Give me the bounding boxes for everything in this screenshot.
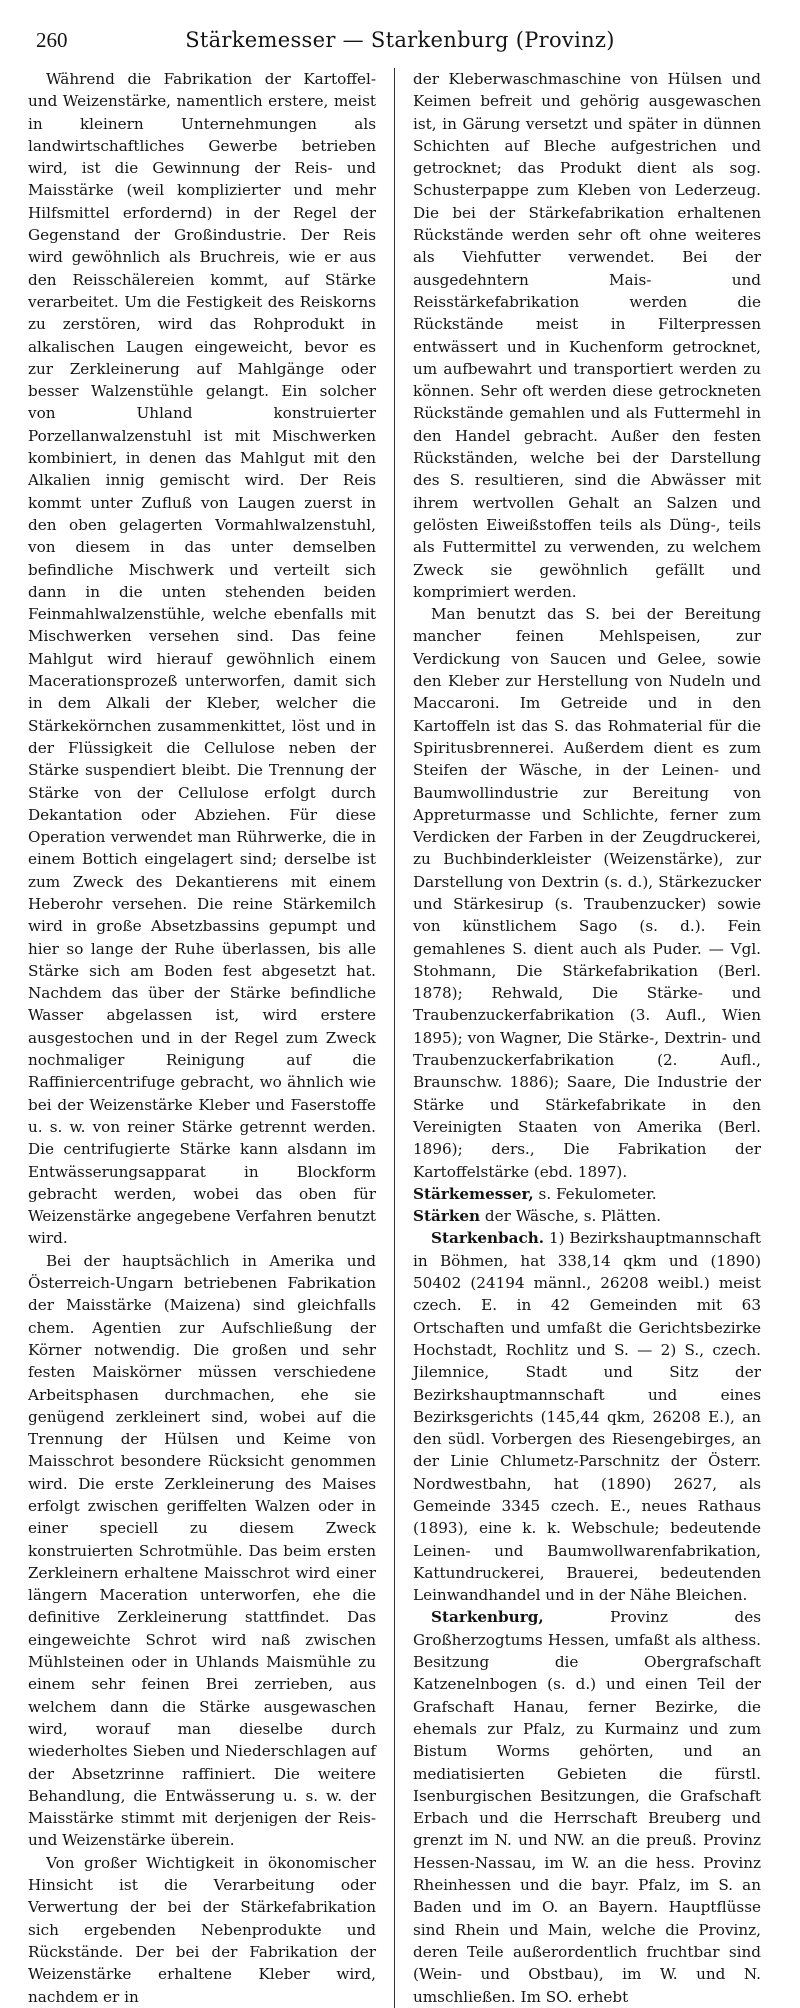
entry-starkenbach [413, 1227, 761, 1606]
entry-text: s. Fekulometer. [533, 1184, 657, 1203]
entry-term: Stärken [413, 1207, 481, 1226]
paragraph-byproducts: Von großer Wichtigkeit in ökonomischer Hinsicht ist die Verarbeitung oder Verwertung der bei der Stärkefabrikation sich ergebenden Nebenprodukte und Rückstände. Der bei der Fabrikation der Weizenstärke erhaltene Kleber wird, nachdem er in [28, 1853, 376, 2006]
entry-term: Starkenburg, [431, 1608, 544, 1627]
entry-text: 1) Bezirkshauptmannschaft in Böhmen, hat 338,14 qkm und (1890) 50402 (24194 männl., 26208 weibl.) meist czech. E. in 42 Gemeinden mit 63 Ortschaften und umfaßt die Gerichtsbezirke Hochstadt, Rochlitz und S. — 2) S., czech. Jilemnice, Stadt und Sitz der Bezirkshauptmannschaft und eines Bezirksgerichts (145,44 qkm, 26208 E.), an den südl. Vorbergen des Riesengebirges, an der Linie Chlumetz-Parschnitz der Österr. Nordwestbahn, hat (1890) 2627, als Gemeinde 3345 czech. E., neues Rathaus (1893), eine k. k. Webschule; bedeutende Leinen- und Baumwollwarenfabrikation, Kattundruckerei, Brauerei, bedeutenden Leinwandhandel und in der Nähe Bleichen. [413, 1229, 761, 1605]
page-header [28, 26, 772, 54]
paragraph-usage: Man benutzt das S. bei der Bereitung mancher feinen Mehlspeisen, zur Verdickung von Saucen und Gelee, sowie den Kleber zur Herstellung von Nudeln und Maccaroni. Im Getreide und in den Kartoffeln ist das S. das Rohmaterial für die Spiritusbrennerei. Außerdem dient es zum Steifen der Wäsche, in der Leinen- und Baumwollindustrie zur Bereitung von Appreturmasse und Schlichte, ferner zum Verdicken der Farben in der Zeugdruckerei, zu Buchbinderkleister (Weizenstärke), zur Darstellung von Dextrin (s. d.), Stärkezucker und Stärkesirup (s. Traubenzucker) sowie von künstlichem Sago (s. d.). Fein gemahlenes S. dient auch als Puder. — Vgl. Stohmann, Die Stärkefabrikation (Berl. 1878); Rehwald, Die Stärke- und Traubenzuckerfabrikation (3. Aufl., Wien 1895); von Wagner, Die Stärke-, Dextrin- und Traubenzuckerfabrikation (2. Aufl., Braunschw. 1886); Saare, Die Industrie der Stärke und Stärkefabrikate in den Vereinigten Staaten von Amerika (Berl. 1896); ders., Die Fabrikation der Kartoffelstärke (ebd. 1897). [413, 605, 761, 1181]
running-head: Stärkemesser — Starkenburg (Provinz) [185, 28, 615, 52]
text-columns [28, 68, 772, 2008]
right-column [405, 68, 761, 2008]
left-column [28, 68, 384, 2008]
entry-term: Stärkemesser, [413, 1184, 534, 1203]
entry-starkenburg [413, 1606, 761, 2007]
paragraph-continuation: der Kleberwaschmaschine von Hülsen und Keimen befreit und gehörig ausgewaschen ist, in Gärung versetzt und später in dünnen Schichten auf Bleche aufgestrichen und getrocknet; das Produkt dient als sog. Schusterpappe zum Kleben von Lederzeug. Die bei der Stärkefabrikation erhaltenen Rückstände werden sehr oft ohne weiteres als Viehfutter verwendet. Bei der ausgedehntern Mais- und Reisstärkefabrikation werden die Rückstände meist in Filterpressen entwässert und in Kuchenform getrocknet, um aufbewahrt und transportiert werden zu können. Sehr oft werden diese getrockneten Rückstände gemahlen und als Futtermehl in den Handel gebracht. Außer den festen Rückständen, welche bei der Darstellung des S. resultieren, sind die Abwässer mit ihrem wertvollen Gehalt an Salzen und gelösten Eiweißstoffen teils als Düng-, teils als Futtermittel zu verwenden, zu welchem Zweck sie gewöhnlich gefällt und komprimiert werden. [413, 70, 761, 601]
entry-term: Starkenbach. [431, 1229, 545, 1248]
entry-text: der Wäsche, s. Plätten. [480, 1207, 662, 1226]
paragraph-maize-starch: Bei der hauptsächlich in Amerika und Österreich-Ungarn betriebenen Fabrikation der Maisstärke (Maizena) sind gleichfalls chem. Agentien zur Aufschließung der Körner notwendig. Die großen und sehr festen Maiskörner müssen verschiedene Arbeitsphasen durchmachen, ehe sie genügend zerkleinert sind, wobei auf die Trennung der Hülsen und Keime von Maisschrot besondere Rücksicht genommen wird. Die erste Zerkleinerung des Maises erfolgt zwischen geriffelten Walzen oder in einer speciell zu diesem Zweck konstruierten Schrotmühle. Das beim ersten Zerkleinern erhaltene Maisschrot wird einer längern Maceration unterworfen, ehe die definitive Zerkleinerung stattfindet. Das eingeweichte Schrot wird naß zwischen Mühlsteinen oder in Uhlands Maismühle zu einem sehr feinen Brei zerrieben, aus welchem dann die Stärke ausgewaschen wird, worauf man dieselbe durch wiederholtes Sieben und Niederschlagen auf der Absetzrinne raffiniert. Die weitere Behandlung, die Entwässerung u. s. w. der Maisstärke stimmt mit derjenigen der Reis- und Weizenstärke überein. [28, 1251, 376, 1850]
paragraph-rice-starch: Während die Fabrikation der Kartoffel- und Weizenstärke, namentlich erstere, meist in kleinern Unternehmungen als landwirtschaftliches Gewerbe betrieben wird, ist die Gewinnung der Reis- und Maisstärke (weil komplizierter und mehr Hilfsmittel erfordernd) in der Regel der Gegenstand der Großindustrie. Der Reis wird gewöhnlich als Bruchreis, wie er aus den Reisschälereien kommt, auf Stärke verarbeitet. Um die Festigkeit des Reiskorns zu zerstören, wird das Rohprodukt in alkalischen Laugen eingeweicht, bevor es zur Zerkleinerung auf Mahlgänge oder besser Walzenstühle gelangt. Ein solcher von Uhland konstruierter Porzellanwalzenstuhl ist mit Mischwerken kombiniert, in denen das Mahlgut mit den Alkalien innig gemischt wird. Der Reis kommt unter Zufluß von Laugen zuerst in den oben gelagerten Vormahlwalzenstuhl, von diesem in das unter demselben befindliche Mischwerk und verteilt sich dann in die unten stehenden beiden Feinmahlwalzenstühle, welche ebenfalls mit Mischwerken versehen sind. Das feine Mahlgut wird hierauf gewöhnlich einem Macerationsprozeß unterworfen, damit sich in dem Alkali der Kleber, welcher die Stärkekörnchen zusammenkittet, löst und in der Flüssigkeit die Cellulose neben der Stärke suspendiert bleibt. Die Trennung der Stärke von der Cellulose erfolgt durch Dekantation oder Abziehen. Für diese Operation verwendet man Rührwerke, die in einem Bottich eingelagert sind; derselbe ist zum Zweck des Dekantierens mit einem Heberohr versehen. Die reine Stärkemilch wird in große Absetzbassins gepumpt und hier so lange der Ruhe überlassen, bis alle Stärke sich am Boden fest abgesetzt hat. Nachdem das über der Stärke befindliche Wasser abgelassen ist, wird erstere ausgestochen und in der Regel zum Zweck nochmaliger Reinigung auf die Raffiniercentrifuge gebracht, wo ähnlich wie bei der Weizenstärke Kleber und Faserstoffe u. s. w. von reiner Stärke getrennt werden. Die centrifugierte Stärke kann alsdann im Entwässerungsapparat in Blockform gebracht werden, wobei das oben für Weizenstärke angegebene Verfahren benutzt wird. [28, 70, 376, 1248]
column-divider [394, 68, 395, 2008]
entry-staerkemesser [413, 1183, 761, 1205]
entry-staerken [413, 1205, 761, 1227]
entry-text: Provinz des Großherzogtums Hessen, umfaßt als althess. Besitzung die Obergrafschaft Katzenelnbogen (s. d.) und einen Teil der Grafschaft Hanau, ferner Bezirke, die ehemals zur Pfalz, zu Kurmainz und zum Bistum Worms gehörten, und an mediatisierten Gebieten die fürstl. Isenburgischen Besitzungen, die Grafschaft Erbach und die Herrschaft Breuberg und grenzt im N. und NW. an die preuß. Provinz Hessen-Nassau, im W. an die hess. Provinz Rheinhessen und die bayr. Pfalz, im S. an Baden und im O. an Bayern. Hauptflüsse sind Rhein und Main, welche die Provinz, deren Teile außerordentlich fruchtbar sind (Wein- und Obstbau), im W. und N. umschließen. Im SO. erhebt [413, 1608, 761, 2006]
page-number: 260 [36, 28, 68, 52]
